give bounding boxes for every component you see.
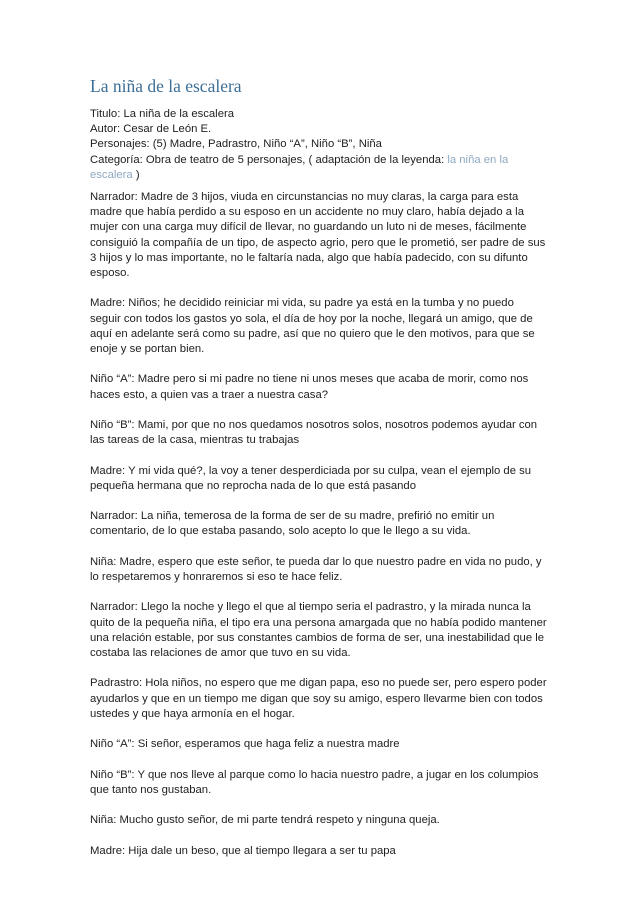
dialogue-paragraph — [90, 418, 558, 448]
dialogue-paragraph — [90, 372, 558, 402]
paragraph-line: aquí en adelante será como su padre, así que no quiero que le den motivos, para que se — [90, 327, 535, 340]
play-text — [90, 190, 558, 874]
paragraph-line: Niña: Madre, espero que este señor, te pueda dar lo que nuestro padre en vida no pudo, y — [90, 555, 542, 568]
paragraph-line: haces esto, a quien vas a traer a nuestra casa? — [90, 388, 329, 401]
dialogue-paragraph — [90, 813, 558, 828]
dialogue-paragraph — [90, 509, 558, 539]
dialogue-paragraph — [90, 190, 558, 281]
meta-category-text: Categoría: Obra de teatro de 5 personajes, ( adaptación de la leyenda: — [90, 153, 448, 166]
paragraph-line: comentario, de lo que estaba pasando, solo acepto lo que le llego a su vida. — [90, 525, 471, 538]
paragraph-line: una relación estable, por sus constantes cambios de forma de ser, una inestabilidad que le — [90, 631, 545, 644]
dialogue-paragraph — [90, 464, 558, 494]
paragraph-line: quito de la pequeña niña, el tipo era una persona amargada que no había podido mantener — [90, 616, 547, 629]
dialogue-paragraph — [90, 844, 558, 859]
paragraph-line: esposo. — [90, 267, 130, 280]
paragraph-line: ayudarlos y que en un tiempo me digan que soy su amigo, espero llevarme bien con todos — [90, 692, 543, 705]
dialogue-paragraph — [90, 768, 558, 798]
paragraph-line: Niña: Mucho gusto señor, de mi parte tendrá respeto y ninguna queja. — [90, 814, 440, 827]
dialogue-paragraph — [90, 555, 558, 585]
paragraph-line: costaba las relaciones de amor que tuvo en su vida. — [90, 646, 351, 659]
meta-characters: Personajes: (5) Madre, Padrastro, Niño “A”, Niño “B”, Niña — [90, 138, 382, 151]
meta-category — [90, 153, 550, 168]
paragraph-line: Madre: Hija dale un beso, que al tiempo llegara a ser tu papa — [90, 844, 396, 857]
page-title: La niña de la escalera — [90, 76, 242, 96]
paragraph-line: que tanto nos gustaban. — [90, 783, 212, 796]
paragraph-line: pequeña hermana que no reprocha nada de lo que está pasando — [90, 479, 416, 492]
meta-category-suffix: ) — [132, 168, 140, 181]
legend-link[interactable]: la niña en la — [447, 153, 509, 166]
paragraph-line: Niño “A”: Madre pero si mi padre no tiene ni unos meses que acaba de morir, como nos — [90, 373, 529, 386]
paragraph-line: mujer con una carga muy difícil de llevar, no guardando un luto ni de meses, fácilmente — [90, 221, 527, 234]
metadata-block — [90, 107, 550, 183]
legend-link-cont[interactable]: escalera — [90, 168, 133, 181]
paragraph-line: Narrador: Llego la noche y llego el que al tiempo seria el padrastro, y la mirada nunca la — [90, 601, 531, 614]
paragraph-line: 3 hijos y lo mas importante, no le faltaría nada, algo que había padecido, con su difunto — [90, 251, 528, 264]
meta-category-cont — [90, 168, 550, 183]
paragraph-line: Narrador: La niña, temerosa de la forma de ser de su madre, prefirió no emitir un — [90, 510, 495, 523]
dialogue-paragraph — [90, 737, 558, 752]
paragraph-line: Narrador: Madre de 3 hijos, viuda en circunstancias no muy claras, la carga para esta — [90, 191, 519, 203]
paragraph-line: madre que había perdido a su esposo en un accidente no muy claro, había dejado a la — [90, 206, 524, 219]
dialogue-paragraph — [90, 600, 558, 661]
paragraph-line: seguir con todos los gastos yo sola, el día de hoy por la noche, llegará un amigo, que de — [90, 312, 533, 325]
meta-title: Titulo: La niña de la escalera — [90, 108, 235, 120]
paragraph-line: enoje y se portan bien. — [90, 343, 205, 356]
paragraph-line: Niño “A”: Si señor, esperamos que haga feliz a nuestra madre — [90, 738, 400, 751]
paragraph-line: Padrastro: Hola niños, no espero que me digan papa, eso no puede ser, pero espero poder — [90, 677, 547, 690]
paragraph-line: Madre: Niños; he decidido reiniciar mi vida, su padre ya está en la tumba y no puedo — [90, 297, 514, 310]
paragraph-line: lo respetaremos y honraremos si eso te hace feliz. — [90, 570, 343, 583]
meta-author: Autor: Cesar de León E. — [90, 123, 212, 136]
dialogue-paragraph — [90, 676, 558, 722]
paragraph-line: Niño “B”: Y que nos lleve al parque como lo hacia nuestro padre, a jugar en los columpios — [90, 768, 539, 781]
dialogue-paragraph — [90, 296, 558, 357]
paragraph-line: Madre: Y mi vida qué?, la voy a tener desperdiciada por su culpa, vean el ejemplo de su — [90, 464, 532, 477]
paragraph-line: las tareas de la casa, mientras tu trabajas — [90, 434, 300, 447]
paragraph-line: ustedes y que haya armonía en el hogar. — [90, 707, 295, 720]
paragraph-line: Niño “B”: Mami, por que no nos quedamos nosotros solos, nosotros podemos ayudar con — [90, 419, 538, 431]
paragraph-line: consiguió la compañía de un tipo, de aspecto agrio, pero que le prometió, ser padre de sus — [90, 236, 546, 249]
